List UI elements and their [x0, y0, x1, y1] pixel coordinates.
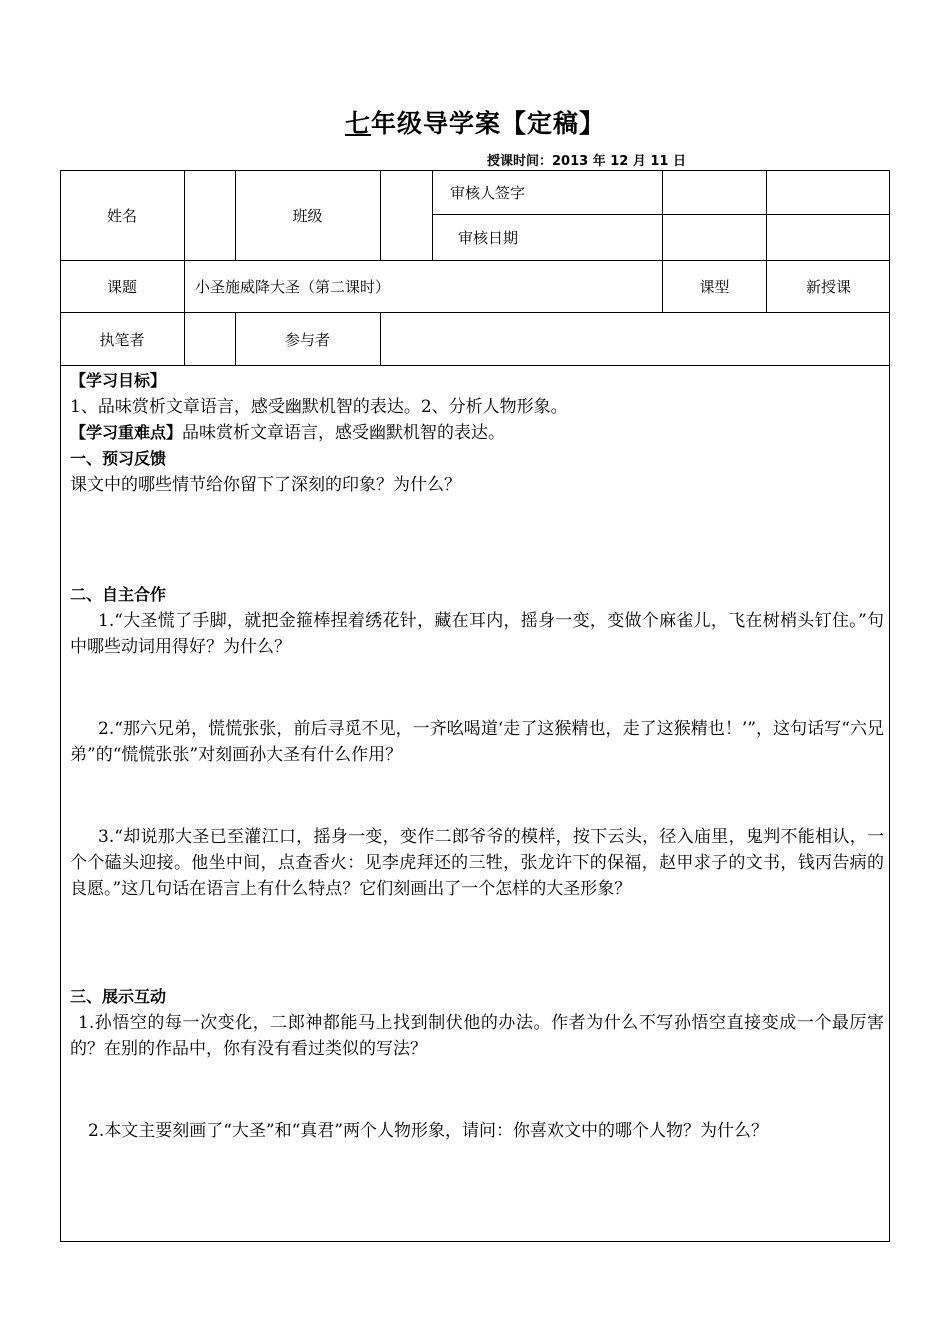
topic-label: 课题 — [106, 278, 137, 296]
name-label: 姓名 — [106, 206, 137, 225]
lesson-content — [70, 368, 884, 1144]
preview-question: 课文中的哪些情节给你留下了深刻的印象？为什么？ — [70, 475, 461, 495]
name-value-cell[interactable] — [185, 170, 235, 260]
interaction-question-1: 1.孙悟空的每一次变化，二郎神都能马上找到制伏他的办法。作者为什么不写孙悟空直接变成一个最厉害的？在别的作品中，你有没有看过类似的写法？ — [70, 1013, 884, 1059]
class-label: 班级 — [292, 206, 323, 225]
page-title — [0, 104, 950, 140]
reviewer-sign-extra-cell[interactable] — [767, 170, 890, 214]
keypoint-text: 品味赏析文章语言，感受幽默机智的表达。 — [182, 423, 506, 443]
row-divider — [60, 365, 890, 366]
writer-value-cell[interactable] — [185, 313, 235, 365]
keypoint-heading: 【学习重难点】 — [70, 423, 183, 442]
lesson-type-value: 新授课 — [805, 278, 851, 296]
cooperation-question-3: 3.“却说那大圣已至灌江口，摇身一变，变作二郎爷爷的模样，按下云头，径入庙里，鬼判不能相认，一个个磕头迎接。他坐中间，点查香火：见李虎拜还的三牲，张龙许下的保福，赵甲求子的文书，钱丙告病的良愿。”这几句话在语言上有什么特点？它们刻画出了一个怎样的大圣形象？ — [70, 827, 884, 899]
writer-label: 执笔者 — [99, 330, 145, 349]
goals-heading: 【学习目标】 — [70, 371, 167, 390]
cooperation-question-2: 2.“那六兄弟，慌慌张张，前后寻觅不见，一齐吆喝道‘走了这猴精也，走了这猴精也！’”，这句话写“六兄弟”的“慌慌张张”对刻画孙大圣有什么作用？ — [70, 719, 884, 765]
participants-label: 参与者 — [284, 330, 330, 349]
reviewer-sign-value-cell[interactable] — [663, 170, 766, 214]
cooperation-question-1: 1.“大圣慌了手脚，就把金箍棒捏着绣花针，藏在耳内，摇身一变，变做个麻雀儿，飞在树梢头钉住。”句中哪些动词用得好？为什么？ — [70, 611, 884, 657]
section-cooperation-heading: 二、自主合作 — [70, 585, 167, 604]
interaction-question-2: 2.本文主要刻画了“大圣”和“真君”两个人物形象，请问：你喜欢文中的哪个人物？为什么？ — [88, 1121, 768, 1141]
review-date-extra-cell[interactable] — [767, 215, 890, 260]
title-rest: 年级导学案【定稿】 — [371, 109, 606, 138]
title-grade: 七 — [344, 109, 371, 138]
section-preview-heading: 一、预习反馈 — [70, 449, 167, 468]
review-date-value-cell[interactable] — [663, 215, 766, 260]
col-divider — [432, 170, 433, 260]
class-value-cell[interactable] — [381, 170, 432, 260]
topic-value: 小圣施威降大圣（第二课时） — [195, 278, 391, 296]
participants-value-cell[interactable] — [381, 313, 890, 365]
lesson-type-label: 课型 — [699, 278, 730, 296]
review-date-label: 审核日期 — [458, 229, 519, 247]
section-interaction-heading: 三、展示互动 — [70, 987, 167, 1006]
lesson-date: 授课时间：2013 年 12 月 11 日 — [487, 154, 686, 169]
reviewer-sign-label: 审核人签字 — [450, 183, 526, 202]
goals-text: 1、品味赏析文章语言，感受幽默机智的表达。2、分析人物形象。 — [70, 397, 568, 417]
